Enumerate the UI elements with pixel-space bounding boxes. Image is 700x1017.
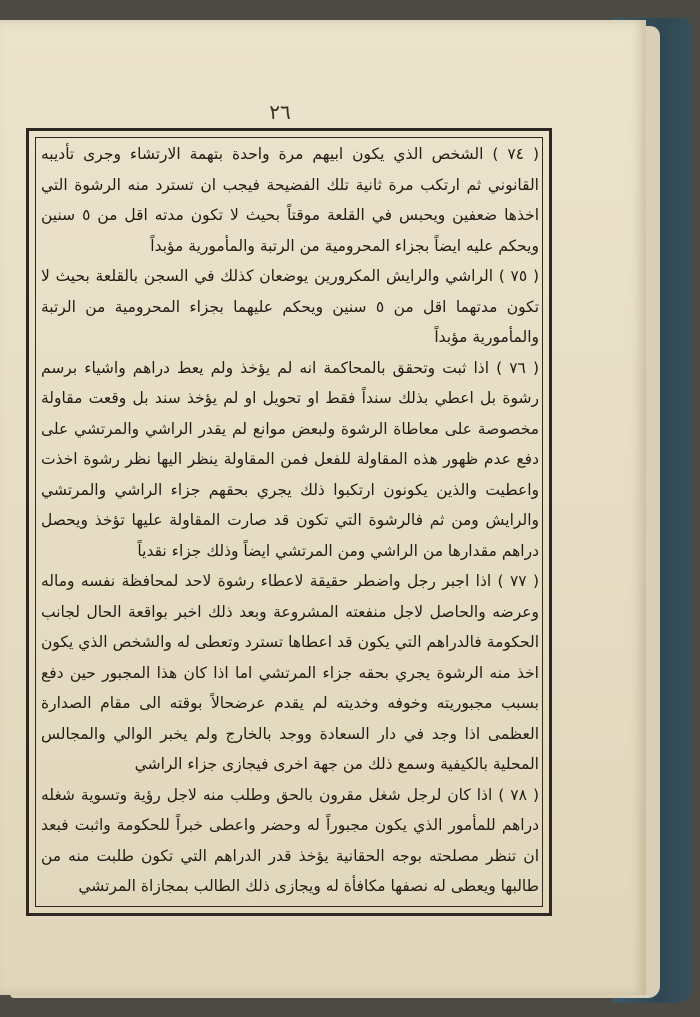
article-78: ( ٧٨ ) اذا كان لرجل شغل مقرون بالحق وطلب منه لاجل رؤية وتسوية شغله دراهم للمأمور الذي يكون مجبوراً له وحضر واعطى خبراً للحكومة واثبت فبعد ان تنظر مصلحته بوجه الحقانية يؤخذ قدر الدراهم التي تكون طلبت منه من طالبها ويعطى له نصفها مكافأة له ويجازى ذلك الطالب بمجازاة المرتشي xyxy=(41,785,539,895)
article-74: ( ٧٤ ) الشخص الذي يكون ابيهم مرة واحدة بتهمة الارتشاء وجرى تأديبه القانوني ثم ارتكب مرة ثانية تلك الفضيحة فيجب ان تسترد منه الرشوة التي اخذها ضعفين ويحبس في القلعة موقتاً بحيث لا تكون مدته اقل من ٥ سنين ويحكم عليه ايضاً بجزاء المحرومية من الرتبة والمأمورية مؤبداً xyxy=(41,145,540,255)
book-page xyxy=(0,20,646,995)
text-frame xyxy=(26,128,552,916)
text-block xyxy=(41,139,539,907)
article-76: ( ٧٦ ) اذا ثبت وتحقق بالمحاكمة انه لم يؤخذ ولم يعط دراهم واشياء برسم رشوة بل اعطي بذلك سنداً فقط او تحويل او لم يؤخذ سند بل وقعت مقاولة مخصوصة على معاطاة الرشوة ولبعض موانع لم يقدر الراشي والمرتشي على دفع عدم ظهور هذه المقاولة للفعل فمن المقاولة ينظر اليها نظر رشوة اخذت واعطيت والذين يكونون ارتكبوا ذلك يجري بحقهم جزاء الراشي والمرتشي والرايش ومن ثم فالرشوة التي تكون قد صارت المقاولة عليها تؤخذ ويحصل دراهم مقدارها من الراشي ومن المرتشي ايضاً وذلك جزاء نقدياً xyxy=(41,358,539,560)
article-75: ( ٧٥ ) الراشي والرايش المكرورين يوضعان كذلك في السجن بالقلعة بحيث لا تكون مدتهما اقل من ٥ سنين ويحكم عليهما بجزاء المحرومية من الرتبة والمأمورية مؤبداً xyxy=(41,267,540,346)
article-77: ( ٧٧ ) اذا اجبر رجل واضطر حقيقة لاعطاء رشوة لاحد لمحافظة نفسه وماله وعرضه والحاصل لاجل منفعته المشروعة وبعد ذلك اخبر بواقعة الحال لجانب الحكومة فالدراهم التي يكون قد اعطاها تسترد وتعطى له والشخص الذي يكون اخذ منه الرشوة يجري بحقه جزاء المرتشي اما اذا كان هذا المجبور حين دفع بسبب مجبوريته وخوفه وخديته لم يقدم عرضحالاً بوقته الى مقام الصدارة العظمى اذا وجد في دار السعادة ووجد بالخارج ولم يخبر الوالي والمجالس المحلية بالكيفية وسمع ذلك من جهة اخرى فيجازى جزاء الراشي xyxy=(41,572,540,773)
page-number: ٢٦ xyxy=(269,100,291,124)
